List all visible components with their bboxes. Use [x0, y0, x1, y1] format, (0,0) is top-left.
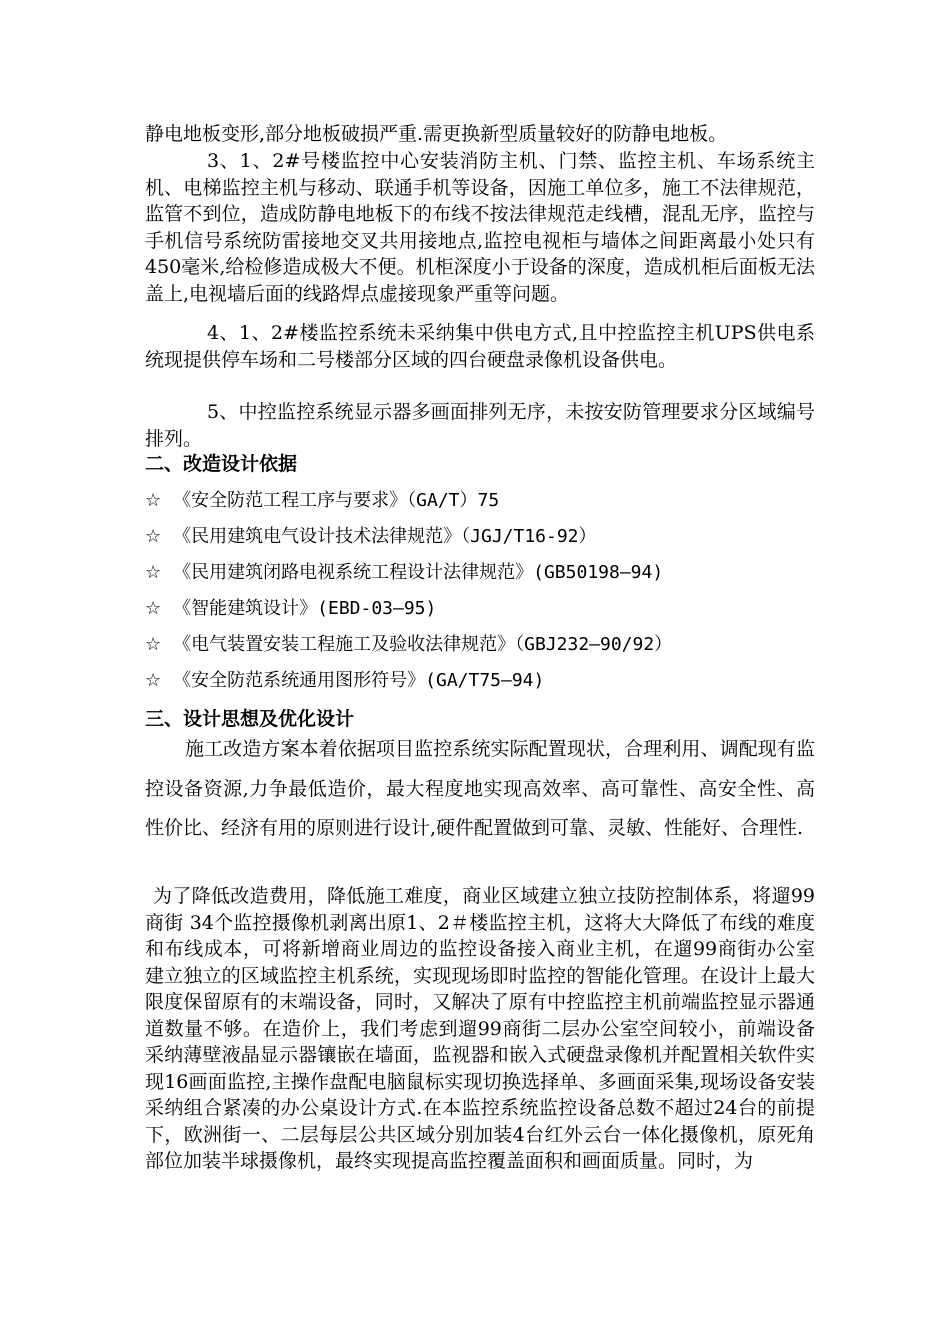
- paragraph-floor: 静电地板变形,部分地板破损严重.需更换新型质量较好的防静电地板。: [145, 123, 728, 145]
- paragraph-design-principle: 施工改造方案本着依据项目监控系统实际配置现状，合理利用、调配现有监控设备资源,力争最低造价，最大程度地实现高效率、高可靠性、高安全性、高性价比、经济有用的原则进行设计,硬件配置做到可靠、灵敏、性能好、合理性.: [145, 738, 815, 839]
- star-icon: ☆: [145, 670, 162, 691]
- reference-title: 《民用建筑电气设计技术法律规范》（JGJ/T16-92）: [173, 526, 597, 547]
- reference-item: [145, 666, 544, 692]
- section-heading-design: 三、设计思想及优化设计: [145, 708, 355, 730]
- paragraph-item-4: 4、1、2#楼监控系统未采纳集中供电方式,且中控监控主机UPS供电系统现提供停车场和二号楼部分区域的四台硬盘录像机设备供电。: [145, 322, 815, 371]
- reference-item: [145, 630, 672, 656]
- reference-title: 《安全防范系统通用图形符号》(GA/T75—94): [173, 670, 545, 691]
- star-icon: ☆: [145, 526, 162, 547]
- reference-item: [145, 486, 499, 512]
- reference-title: 《电气装置安装工程施工及验收法律规范》（GBJ232—90/92）: [173, 634, 673, 655]
- star-icon: ☆: [145, 490, 162, 511]
- section-heading-basis: 二、改造设计依据: [145, 453, 298, 475]
- reference-item: [145, 558, 663, 584]
- reference-item: [145, 522, 597, 548]
- star-icon: ☆: [145, 634, 162, 655]
- paragraph-design-detail: 为了降低改造费用，降低施工难度，商业区域建立独立技防控制体系，将遛99商街 34个监控摄像机剥离出原1、2＃楼监控主机，这将大大降低了布线的难度和布线成本，可将新增商业周边的监控设备接入商业主机，在遛99商街办公室建立独立的区域监控主机系统，实现现场即时监控的智能化管理。在设计上最大限度保留原有的末端设备，同时，又解决了原有中控监控主机前端监控显示器通道数量不够。在造价上，我们考虑到遛99商街二层办公室空间较小，前端设备采纳薄壁液晶显示器镶嵌在墙面，监视器和嵌入式硬盘录像机并配置相关软件实现16画面监控,主操作盘配电脑鼠标实现切换选择单、多画面采集,现场设备安装采纳组合紧凑的办公桌设计方式.在本监控系统监控设备总数不超过24台的前提下，欧洲街一、二层每层公共区域分别加装4台红外云台一体化摄像机，原死角部位加装半球摄像机，最终实现提高监控覆盖面积和画面质量。同时，为: [145, 885, 815, 1172]
- reference-title: 《智能建筑设计》(EBD-03—95): [173, 598, 437, 619]
- star-icon: ☆: [145, 562, 162, 583]
- paragraph-item-3: 3、1、2#号楼监控中心安装消防主机、门禁、监控主机、车场系统主机、电梯监控主机与移动、联通手机等设备，因施工单位多，施工不法律规范，监管不到位，造成防静电地板下的布线不按法律规范走线槽，混乱无序，监控与手机信号系统防雷接地交叉共用接地点,监控电视柜与墙体之间距离最小处只有450毫米,给检修造成极大不便。机柜深度小于设备的深度，造成机柜后面板无法盖上,电视墙后面的线路焊点虚接现象严重等问题。: [145, 150, 815, 305]
- reference-title: 《民用建筑闭路电视系统工程设计法律规范》(GB50198—94): [173, 562, 664, 583]
- star-icon: ☆: [145, 598, 162, 619]
- paragraph-item-5: 5、中控监控系统显示器多画面排列无序，未按安防管理要求分区域编号排列。: [145, 401, 815, 450]
- reference-title: 《安全防范工程工序与要求》（GA/T）75: [173, 490, 500, 511]
- reference-item: [145, 594, 436, 620]
